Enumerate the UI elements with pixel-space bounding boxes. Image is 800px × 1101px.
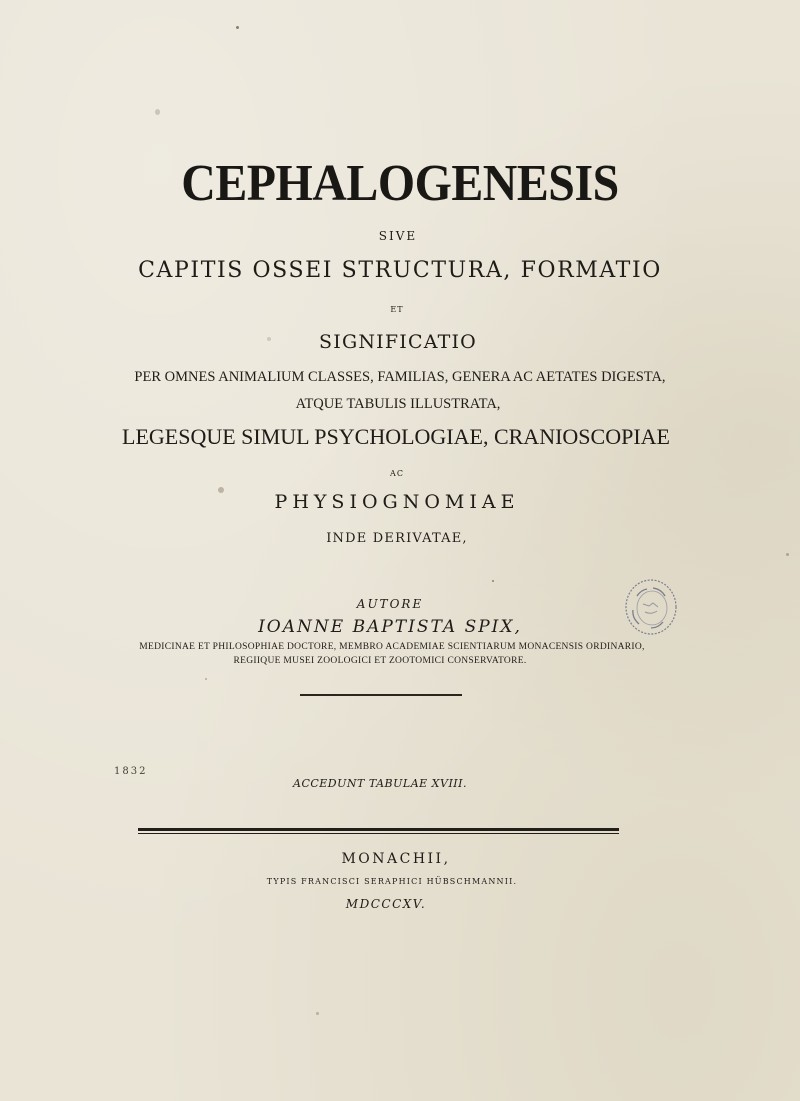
paper-speck [155, 109, 160, 115]
author-credentials-1: MEDICINAE ET PHILOSOPHIAE DOCTORE, MEMBRO ACADEMIAE SCIENTIARUM MONACENSIS ORDINARIO, [139, 642, 645, 652]
paper-speck [492, 580, 494, 582]
divider-rule [300, 694, 462, 696]
book-title: CEPHALOGENESIS [181, 155, 619, 212]
physiognomiae-line: PHYSIOGNOMIAE [274, 491, 520, 513]
subtitle-line-2: SIGNIFICATIO [319, 331, 477, 353]
subtitle-line-1: CAPITIS OSSEI STRUCTURA, FORMATIO [138, 258, 662, 283]
paper-speck [236, 26, 239, 29]
description-line-2: ATQUE TABULIS ILLUSTRATA, [295, 396, 501, 412]
paper-speck [205, 678, 207, 680]
description-line-3: LEGESQUE SIMUL PSYCHOLOGIAE, CRANIOSCOPIAE [122, 424, 670, 449]
double-rule [138, 828, 619, 836]
plates-note: ACCEDUNT TABULAE XVIII. [293, 777, 467, 790]
paper-speck [786, 553, 789, 556]
imprint-place: MONACHII, [341, 851, 451, 867]
handwritten-note: 1832 [114, 766, 148, 777]
paper-speck [267, 337, 271, 341]
imprint-year: MDCCCXV. [345, 897, 427, 911]
autore-label: AUTORE [356, 597, 424, 611]
et-word: ET [390, 305, 404, 314]
paper-speck [218, 487, 224, 493]
paper-speck [316, 1012, 319, 1015]
description-line-1: PER OMNES ANIMALIUM CLASSES, FAMILIAS, GENERA AC AETATES DIGESTA, [134, 369, 666, 385]
ac-word: AC [390, 469, 404, 478]
imprint-printer: TYPIS FRANCISCI SERAPHICI HÜBSCHMANNII. [266, 877, 518, 886]
library-stamp-icon [623, 576, 679, 638]
author-name: IOANNE BAPTISTA SPIX, [258, 617, 522, 637]
sive-word: SIVE [378, 229, 418, 243]
inde-line: INDE DERIVATAE, [326, 531, 468, 546]
author-credentials-2: REGIIQUE MUSEI ZOOLOGICI ET ZOOTOMICI CONSERVATORE. [233, 656, 527, 666]
